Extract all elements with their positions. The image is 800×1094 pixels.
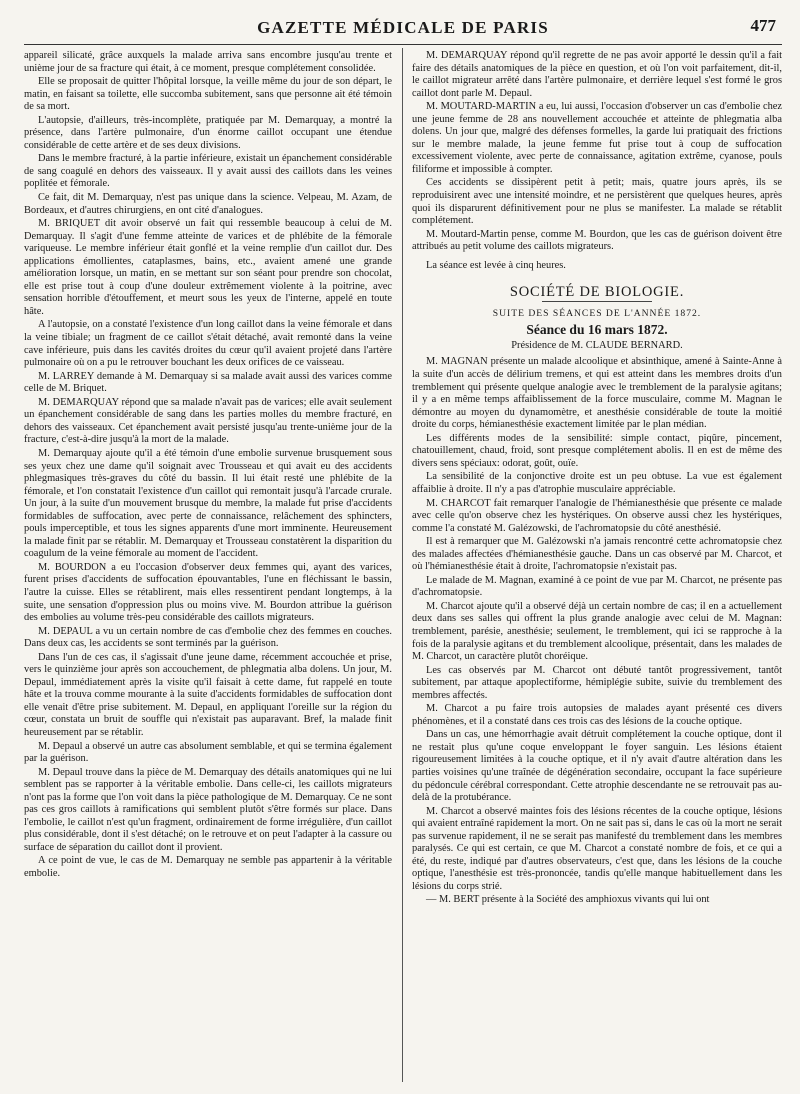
paragraph: M. Demarquay ajoute qu'il a été témoin d'une embolie survenue brusquement sous ses yeux chez une dame qu'il soignait avec Trousseau et qui avait eu des accidents phlegmasiques très-graves du côté du bassin. Il lui était resté une phlébite de la fémorale, et l'on constatait l'existence d'un caillot qui remontait jusqu'à l'arcade crurale. Un jour, à la suite d'un mouvement brusque du membre, la malade fut prise d'accidents formidables de suffocation, avec perte de connaissance, relâchement des sphincters, pouls imperceptible, et tous les signes apparents d'une mort imminente. Heureusement la malade finit par se rétablir. M. Demarquay et Trousseau constatèrent la disparition du coagulum de la veine fémorale au moment de l'accident. xyxy=(24,447,392,560)
paragraph: M. Charcot ajoute qu'il a observé déjà un certain nombre de cas; il en a actuellement deux dans ses salles qui offrent la plus grande analogie avec celui de M. Magnan: tremblement, parésie, anesthésie; seulement, le tremblement, qui ici se rapproche à la fois de la paralysie agitans et du tremblement alcoolique, présentait, dans les malades de M. Charcot, un caractère plutôt choréique. xyxy=(412,600,782,663)
paragraph: M. LARREY demande à M. Demarquay si sa malade avait aussi des varices comme celle de M. Briquet. xyxy=(24,370,392,395)
paragraph: Ces accidents se dissipèrent petit à petit; mais, quatre jours après, ils se reproduisirent avec une intensité moindre, et ne persistèrent que quelques heures, après quoi ils disparurent définitivement pour ne plus se manifester. La malade se rétablit complétement. xyxy=(412,177,782,227)
journal-title: GAZETTE MÉDICALE DE PARIS xyxy=(257,18,549,37)
paragraph: M. Depaul trouve dans la pièce de M. Demarquay des détails anatomiques qui ne lui semblent pas se rapporter à la véritable embolie. Dans celle-ci, les caillots migrateurs n'ont pas la forme que l'on voit dans la pièce pathologique de M. Demarquay. Ce ne sont pas ces gros caillots à ramifications qui semblent plutôt s'être formés sur place. Dans l'embolie, le caillot n'est qu'un fragment, ordinairement de forme irrégulière, d'un caillot plus considérable, dont il s'est détaché; on le retrouve et on peut l'adapter à la cassure ou surface de séparation du caillot dont il provient. xyxy=(24,766,392,853)
paragraph: appareil silicaté, grâce auxquels la malade arriva sans encombre jusqu'au trente et unième jour de sa fracture qui était, à ce moment, presque complétement consolidée. xyxy=(24,50,392,74)
seance-heading: Séance du 16 mars 1872. xyxy=(526,322,668,338)
paragraph: M. DEPAUL a vu un certain nombre de cas d'embolie chez des femmes en couches. Dans deux cas, les accidents se sont terminés par la guérison. xyxy=(24,625,392,650)
paragraph: Dans l'un de ces cas, il s'agissait d'une jeune dame, récemment accouchée et prise, vers le quinzième jour après son accouchement, de phlegmatia alba dolens. Un jour, M. Depaul, immédiatement après la visite qu'il faisait à cette dame, fut rappelé en toute hâte et la trouva comme mourante à la suite d'accidents formidables de suffocation dont elle venait d'être prise subitement. M. Depaul, en appliquant l'oreille sur la région du cœur, constata un bruit de souffle qui n'existait pas auparavant. Bref, la malade finit heureusement par se rétablir. xyxy=(24,651,392,738)
paragraph: Ce fait, dit M. Demarquay, n'est pas unique dans la science. Velpeau, M. Azam, de Bordeaux, et d'autres chirurgiens, en ont cité d'analogues. xyxy=(24,192,392,216)
paragraph: M. Moutard-Martin pense, comme M. Bourdon, que les cas de guérison doivent être attribués au petit volume des caillots migrateurs. xyxy=(412,228,782,253)
paragraph: A l'autopsie, on a constaté l'existence d'un long caillot dans la veine fémorale et dans la veine tibiale; un fragment de ce caillot s'était détaché, avait remonté dans la veine cave inférieure, puis dans les cavités droites du cœur qu'il avaient projeté dans l'artère pulmonaire où on a pu le retrouver bouchant les deux orifices de ce vaisseau. xyxy=(24,319,392,369)
paragraph: Il est à remarquer que M. Galézowski n'a jamais rencontré cette achromatopsie chez des malades affectées d'hémianesthésie gauche. Dans un cas observé par M. Charcot, et où l'hémianesthésie était à droite, l'achromatopsie n'existait pas. xyxy=(412,536,782,573)
paragraph: M. MAGNAN présente un malade alcoolique et absinthique, amené à Sainte-Anne à la suite d'un accès de délirium tremens, et qui est atteint dans les membres droits d'un tremblement qui présente quelque analogie avec le tremblement de la paralysie agitans; il y a en même temps affaiblissement de la force musculaire, comme M. Magnan le démontre au moyen du dynamomètre, et anesthésie considérable de toute la moitié droite du corps, hémianesthésie exactement limitée par le plan médian. xyxy=(412,356,782,431)
paragraph: Elle se proposait de quitter l'hôpital lorsque, la veille même du jour de son départ, le matin, en faisant sa toilette, elle succomba subitement, sans que personne ait été témoin de sa mort. xyxy=(24,76,392,113)
paragraph: L'autopsie, d'ailleurs, très-incomplète, pratiquée par M. Demarquay, a montré la présence, dans l'artère pulmonaire, d'un énorme caillot occupant une étendue considérable de cette artère et de ses deux divisions. xyxy=(24,114,392,151)
paragraph: Les différents modes de la sensibilité: simple contact, piqûre, pincement, chatouillement, chaud, froid, sont presque complétement abolis. Il en est de même des divers sens spéciaux: odorat, goût, ouïe. xyxy=(412,432,782,469)
paragraph: M. DEMARQUAY répond qu'il regrette de ne pas avoir apporté le dessin qu'il a fait faire des détails anatomiques de la pièce en question, et où l'on voit parfaitement, dit-il, le caillot migrateur arrêté dans l'artère pulmonaire, et derrière lequel s'est formé le gros caillot dont parle M. Depaul. xyxy=(412,50,782,99)
society-subtitle: SUITE DES SÉANCES DE L'ANNÉE 1872. xyxy=(492,307,702,319)
paragraph: M. MOUTARD-MARTIN a eu, lui aussi, l'occasion d'observer un cas d'embolie chez une jeune femme de 28 ans nouvellement accouchée et atteinte de phlegmatia alba dolens. Un jour que, malgré des défenses formelles, la garde lui pratiquait des frictions sur le membre malade, la jeune femme fut prise tout à coup de suffocation excessivement violente, avec perte de connaissance, agitation extrême, cyanose, pouls filiforme et impossible à compter. xyxy=(412,101,782,175)
column-divider xyxy=(402,48,403,1082)
paragraph: M. CHARCOT fait remarquer l'analogie de l'hémianesthésie que présente ce malade avec celle qu'on observe chez les hystériques. On observe aussi chez les hystériques, comme l'a constaté M. Galézowski, de l'achromatopsie du côté anesthésié. xyxy=(412,497,782,534)
page-header xyxy=(24,14,782,45)
paragraph: A ce point de vue, le cas de M. Demarquay ne semble pas appartenir à la véritable embolie. xyxy=(24,855,392,879)
paragraph: Les cas observés par M. Charcot ont débuté tantôt progressivement, tantôt subitement, par attaque apoplectiforme, hémiplégie subite, suivie du tremblement des membres affectés. xyxy=(412,664,782,701)
paragraph: — M. BERT présente à la Société des amphioxus vivants qui lui ont xyxy=(426,894,710,906)
paragraph: Dans un cas, une hémorrhagie avait détruit complétement la couche optique, dont il ne restait plus qu'une coque enveloppant le foyer sanguin. Les lésions étaient rigoureusement limitées à la couche optique, et il n'y avait d'autre altération dans les parties voisines qu'une traînée de dégénération secondaire, occupant la face supérieure du pédoncule cérébral correspondant. Cette atrophie descendante ne se retrouvait pas au-delà de la protubérance. xyxy=(412,729,782,804)
paragraph: Le malade de M. Magnan, examiné à ce point de vue par M. Charcot, ne présente pas d'achromatopsie. xyxy=(412,574,782,599)
paragraph: M. BOURDON a eu l'occasion d'observer deux femmes qui, ayant des varices, furent prises d'accidents de suffocation épouvantables, l'une en fléchissant le bassin, l'autre la cuisse. Elles se rétablirent, mais elles ressentirent pendant longtemps, à la suite, une sensation d'oppression plus ou moins vive. M. Bourdon attribue la guérison des embolies au volume très-peu considérable des caillots migrateurs. xyxy=(24,561,392,624)
presidence-line: Présidence de M. CLAUDE BERNARD. xyxy=(511,339,683,351)
seance-closing: La séance est levée à cinq heures. xyxy=(426,259,566,271)
page-number: 477 xyxy=(750,16,776,35)
paragraph: M. DEMARQUAY répond que sa malade n'avait pas de varices; elle avait seulement un épanchement considérable de sang dans les parties molles du membre fracturé, en dehors des vaisseaux. Cet épanchement avait persisté jusqu'au trente-unième jour de la fracture, c'est-à-dire jusqu'à la mort de la malade. xyxy=(24,396,392,446)
paragraph: M. BRIQUET dit avoir observé un fait qui ressemble beaucoup à celui de M. Demarquay. Il s'agit d'une femme atteinte de varices et de phlébite de la fémorale variqueuse. Le membre inférieur était gonflé et la veine remplie d'un caillot dur. Des applications émollientes, cataplasmes, bains, etc., avaient amené une grande amélioration lorsque, un matin, en se mettant sur son séant pour prendre son chocolat, elle est prise tout à coup d'une douleur extrêmement violente à la poitrine, avec sensation horrible d'étouffement, et meurt sous les yeux de l'interne, appelé en toute hâte. xyxy=(24,218,392,317)
society-title: SOCIÉTÉ DE BIOLOGIE. xyxy=(509,284,685,301)
paragraph: M. Charcot a pu faire trois autopsies de malades ayant présenté ces divers phénomènes, et il a constaté dans ces trois cas des lésions de la couche optique. xyxy=(412,703,782,727)
left-column xyxy=(24,50,392,1090)
paragraph: M. Depaul a observé un autre cas absolument semblable, et qui se termina également par la guérison. xyxy=(24,740,392,765)
paragraph: M. Charcot a observé maintes fois des lésions récentes de la couche optique, lésions qui avaient entraîné rapidement la mort. On ne sait pas si, dans le cas où la mort ne serait pas survenue rapidement, il ne se serait pas manifesté du tremblement dans les membres paralysés. Ce qui est certain, ce que M. Charcot a constaté nombre de fois, et ce qui a été, du reste, indiqué par d'autres observateurs, c'est que, dans les lésions de la couche optique, l'anesthésie est très-prononcée, tandis qu'elle manque habituellement dans les lésions du corps strié. xyxy=(412,805,782,892)
paragraph: Dans le membre fracturé, à la partie inférieure, existait un épanchement considérable de sang coagulé en dehors des vaisseaux. Il y avait aussi des caillots dans les veines poplitée et fémorale. xyxy=(24,153,392,190)
right-column xyxy=(412,50,782,1090)
section-rule xyxy=(542,301,652,302)
paragraph: La sensibilité de la conjonctive droite est un peu obtuse. La vue est également affaiblie à droite. Il n'y a pas d'atrophie musculaire appréciable. xyxy=(412,471,782,495)
